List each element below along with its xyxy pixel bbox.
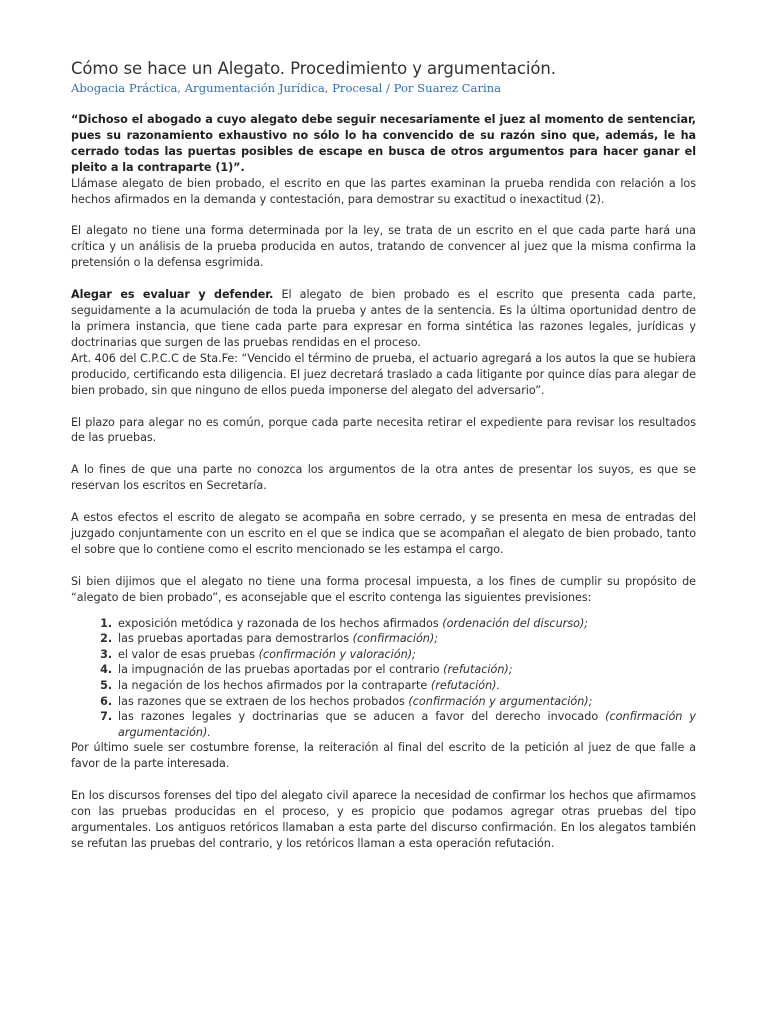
list-item: 2. las pruebas aportadas para demostrarlos (confirmación);: [116, 631, 696, 647]
provisions-list: [71, 616, 696, 741]
paragraph-body: El alegato de bien probado es el escrito que presenta cada parte, seguidamente a la acumulación de toda la prueba y antes de la sentencia. Es la última oportunidad dentro de la primera instancia, que tiene cada parte para expresar en forma sintética las razones legales, jurídicas y doctrinarias que surgen de las pruebas rendidas en el proceso.: [71, 288, 696, 349]
paragraph-deadline: El plazo para alegar no es común, porque cada parte necesita retirar el expediente para revisar los resultados de las pruebas.: [71, 415, 696, 445]
paragraph-final-petition: Por último suele ser costumbre forense, la reiteración al final del escrito de la petición al juez de que falle a favor de la parte interesada.: [71, 741, 696, 771]
paragraph-provisions-intro: Si bien dijimos que el alegato no tiene una forma procesal impuesta, a los fines de cumplir su propósito de “alegato de bien probado”, es aconsejable que el escrito contenga las siguientes previsiones:: [71, 574, 696, 604]
list-item: 5. la negación de los hechos afirmados por la contraparte (refutación).: [116, 678, 696, 694]
article-categories-author[interactable]: Abogacia Práctica, Argumentación Jurídica, Procesal / Por Suarez Carina: [71, 81, 502, 95]
article-title: Cómo se hace un Alegato. Procedimiento y argumentación.: [71, 59, 556, 78]
list-item: 3. el valor de esas pruebas (confirmación y valoración);: [116, 647, 696, 663]
opening-quote: “Dichoso el abogado a cuyo alegato debe seguir necesariamente el juez al momento de sentenciar, pues su razonamiento exhaustivo no sólo lo ha convencido de su razón sino que, además, le ha cerrado todas las puertas posibles de escape en busca de otros argumentos para hacer ganar el pleito a la contraparte (1)”.: [71, 113, 696, 174]
list-item: 6. las razones que se extraen de los hechos probados (confirmación y argumentación);: [116, 694, 696, 710]
list-item: 7. las razones legales y doctrinarias que se aducen a favor del derecho invocado (confirmación y argumentación).: [116, 709, 696, 740]
paragraph-form: El alegato no tiene una forma determinada por la ley, se trata de un escrito en el que cada parte hará una crítica y un análisis de la prueba producida en autos, tratando de convencer al juez que la misma confirma la pretensión o la defensa esgrimida.: [71, 224, 696, 270]
paragraph-article-406: Art. 406 del C.P.C.C de Sta.Fe: “Vencido el término de prueba, el actuario agregará a los autos la que se hubiera producido, certificando esta diligencia. El juez decretará traslado a cada litigante por quince días para alegar de bien probado, sin que ninguno de ellos pueda imponerse del alegato del adversario”.: [71, 351, 696, 397]
paragraph-rhetoric: En los discursos forenses del tipo del alegato civil aparece la necesidad de confirmar los hechos que afirmamos con las pruebas producidas en el proceso, y es propicio que podamos agregar otras pruebas del tipo argumentales. Los antiguos retóricos llamaban a esta parte del discurso confirmación. En los alegatos también se refutan las pruebas del contrario, y los retóricos llaman a esta operación refutación.: [71, 789, 696, 850]
list-item: 4. la impugnación de las pruebas aportadas por el contrario (refutación);: [116, 662, 696, 678]
paragraph-reserve: A lo fines de que una parte no conozca los argumentos de la otra antes de presentar los suyos, es que se reservan los escritos en Secretaría.: [71, 463, 696, 493]
paragraph-evaluate-defend: [71, 287, 696, 351]
paragraph-lead-bold: Alegar es evaluar y defender.: [71, 288, 274, 302]
paragraph-definition: Llámase alegato de bien probado, el escrito en que las partes examinan la prueba rendida con relación a los hechos afirmados en la demanda y contestación, para demostrar su exactitud o inexactitud (2).: [71, 176, 696, 206]
list-item: 1. exposición metódica y razonada de los hechos afirmados (ordenación del discurso);: [116, 616, 696, 632]
paragraph-sealed-envelope: A estos efectos el escrito de alegato se acompaña en sobre cerrado, y se presenta en mesa de entradas del juzgado conjuntamente con un escrito en el que se indica que se acompañan el alegato de bien probado, tanto el sobre que lo contiene como el escrito mencionado se les estampa el cargo.: [71, 511, 696, 556]
